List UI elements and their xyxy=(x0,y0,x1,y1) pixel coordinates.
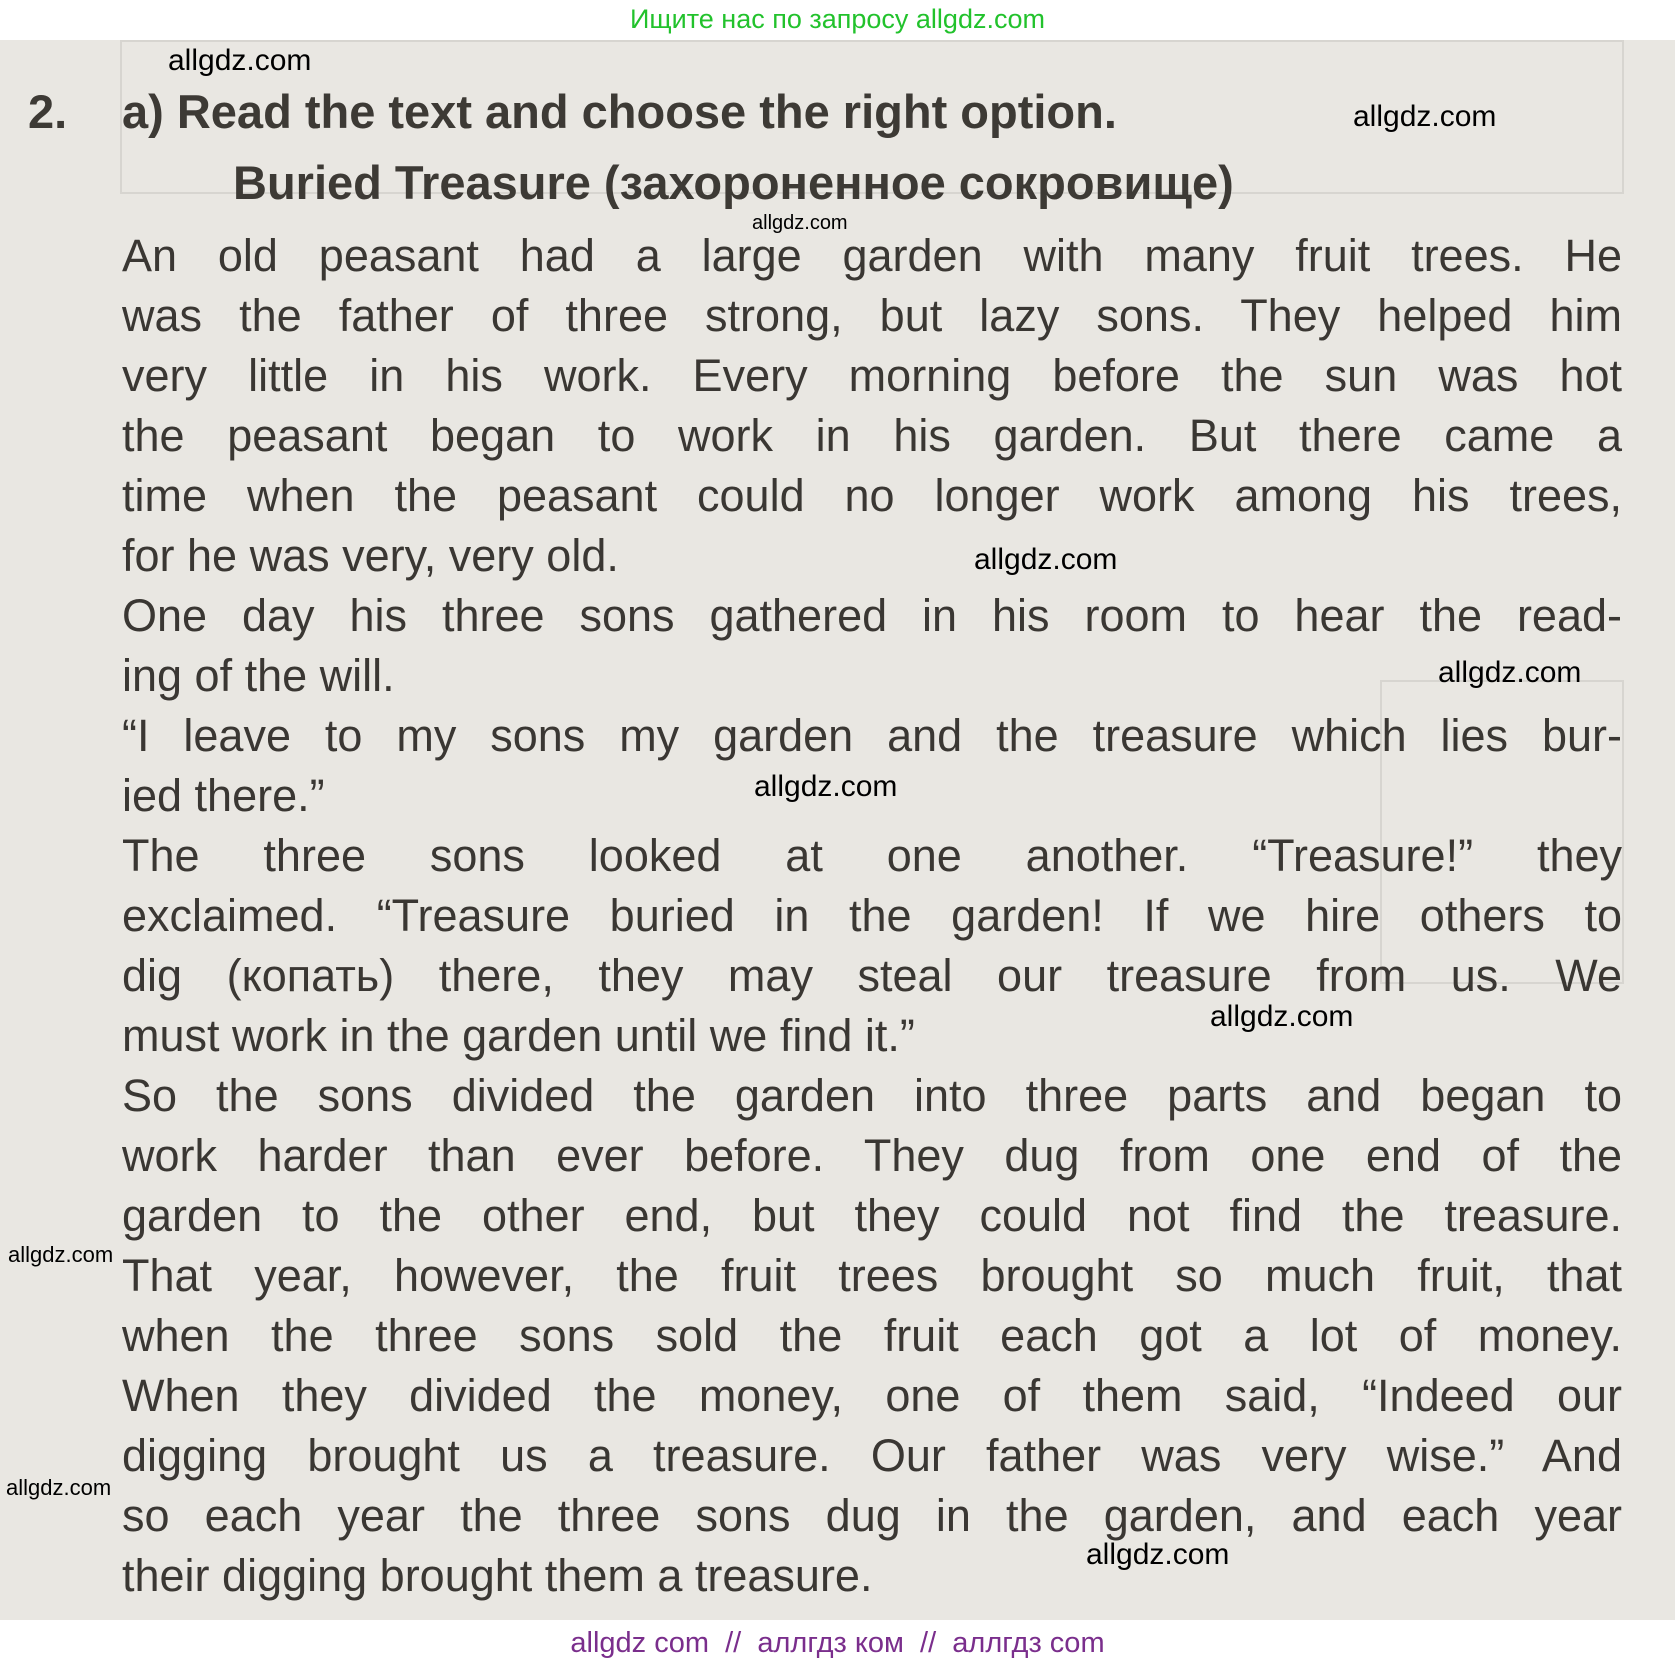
bottom-banner xyxy=(0,1620,1675,1667)
bottom-banner-text: allgdz com // аллгдз ком // аллгдз com xyxy=(570,1627,1105,1659)
task-instruction: a) Read the text and choose the right option. xyxy=(122,85,1117,138)
story-line: work harder than ever before. They dug from one end of the xyxy=(122,1130,1622,1181)
story-line: time when the peasant could no longer work among his trees, xyxy=(122,470,1622,521)
watermark: allgdz.com xyxy=(1086,1538,1230,1571)
story-line: When they divided the money, one of them said, “Indeed our xyxy=(122,1370,1622,1421)
story-line: very little in his work. Every morning before the sun was hot xyxy=(122,350,1622,401)
top-banner xyxy=(0,0,1675,40)
watermark: allgdz.com xyxy=(1353,100,1497,133)
story-line: exclaimed. “Treasure buried in the garden! If we hire others to xyxy=(122,890,1622,941)
story-line: digging brought us a treasure. Our father was very wise.” And xyxy=(122,1430,1622,1481)
watermark: allgdz.com xyxy=(974,543,1118,576)
story-line: garden to the other end, but they could not find the treasure. xyxy=(122,1190,1622,1241)
watermark: allgdz.com xyxy=(168,44,312,77)
story-line: the peasant began to work in his garden. But there came a xyxy=(122,410,1622,461)
story-text xyxy=(122,226,1622,1606)
story-line: An old peasant had a large garden with many fruit trees. He xyxy=(122,230,1622,281)
watermark: allgdz.com xyxy=(752,212,848,234)
story-line: their digging brought them a treasure. xyxy=(122,1550,873,1601)
story-line: must work in the garden until we find it.” xyxy=(122,1010,915,1061)
story-line: so each year the three sons dug in the garden, and each year xyxy=(122,1490,1622,1541)
story-line: for he was very, very old. xyxy=(122,530,619,581)
watermark: allgdz.com xyxy=(6,1475,112,1500)
watermark: allgdz.com xyxy=(1210,1000,1354,1033)
textbook-page xyxy=(0,40,1675,1620)
story-line: “I leave to my sons my garden and the treasure which lies bur- xyxy=(122,710,1622,761)
story-line: That year, however, the fruit trees brought so much fruit, that xyxy=(122,1250,1622,1301)
story-line: So the sons divided the garden into three parts and began to xyxy=(122,1070,1622,1121)
watermark: allgdz.com xyxy=(8,1242,114,1267)
story-line: ing of the will. xyxy=(122,650,395,701)
story-line: when the three sons sold the fruit each got a lot of money. xyxy=(122,1310,1622,1361)
story-title: Buried Treasure (захороненное сокровище) xyxy=(233,156,1234,209)
story-line: The three sons looked at one another. “Treasure!” they xyxy=(122,830,1622,881)
story-line: was the father of three strong, but lazy sons. They helped him xyxy=(122,290,1622,341)
story-line: ied there.” xyxy=(122,770,325,821)
story-line: One day his three sons gathered in his room to hear the read- xyxy=(122,590,1622,641)
watermark: allgdz.com xyxy=(754,770,898,803)
exercise-number: 2. xyxy=(28,85,68,138)
story-line: dig (копать) there, they may steal our treasure from us. We xyxy=(122,950,1622,1001)
watermark: allgdz.com xyxy=(1438,656,1582,689)
top-banner-text: Ищите нас по запросу allgdz.com xyxy=(630,4,1045,34)
